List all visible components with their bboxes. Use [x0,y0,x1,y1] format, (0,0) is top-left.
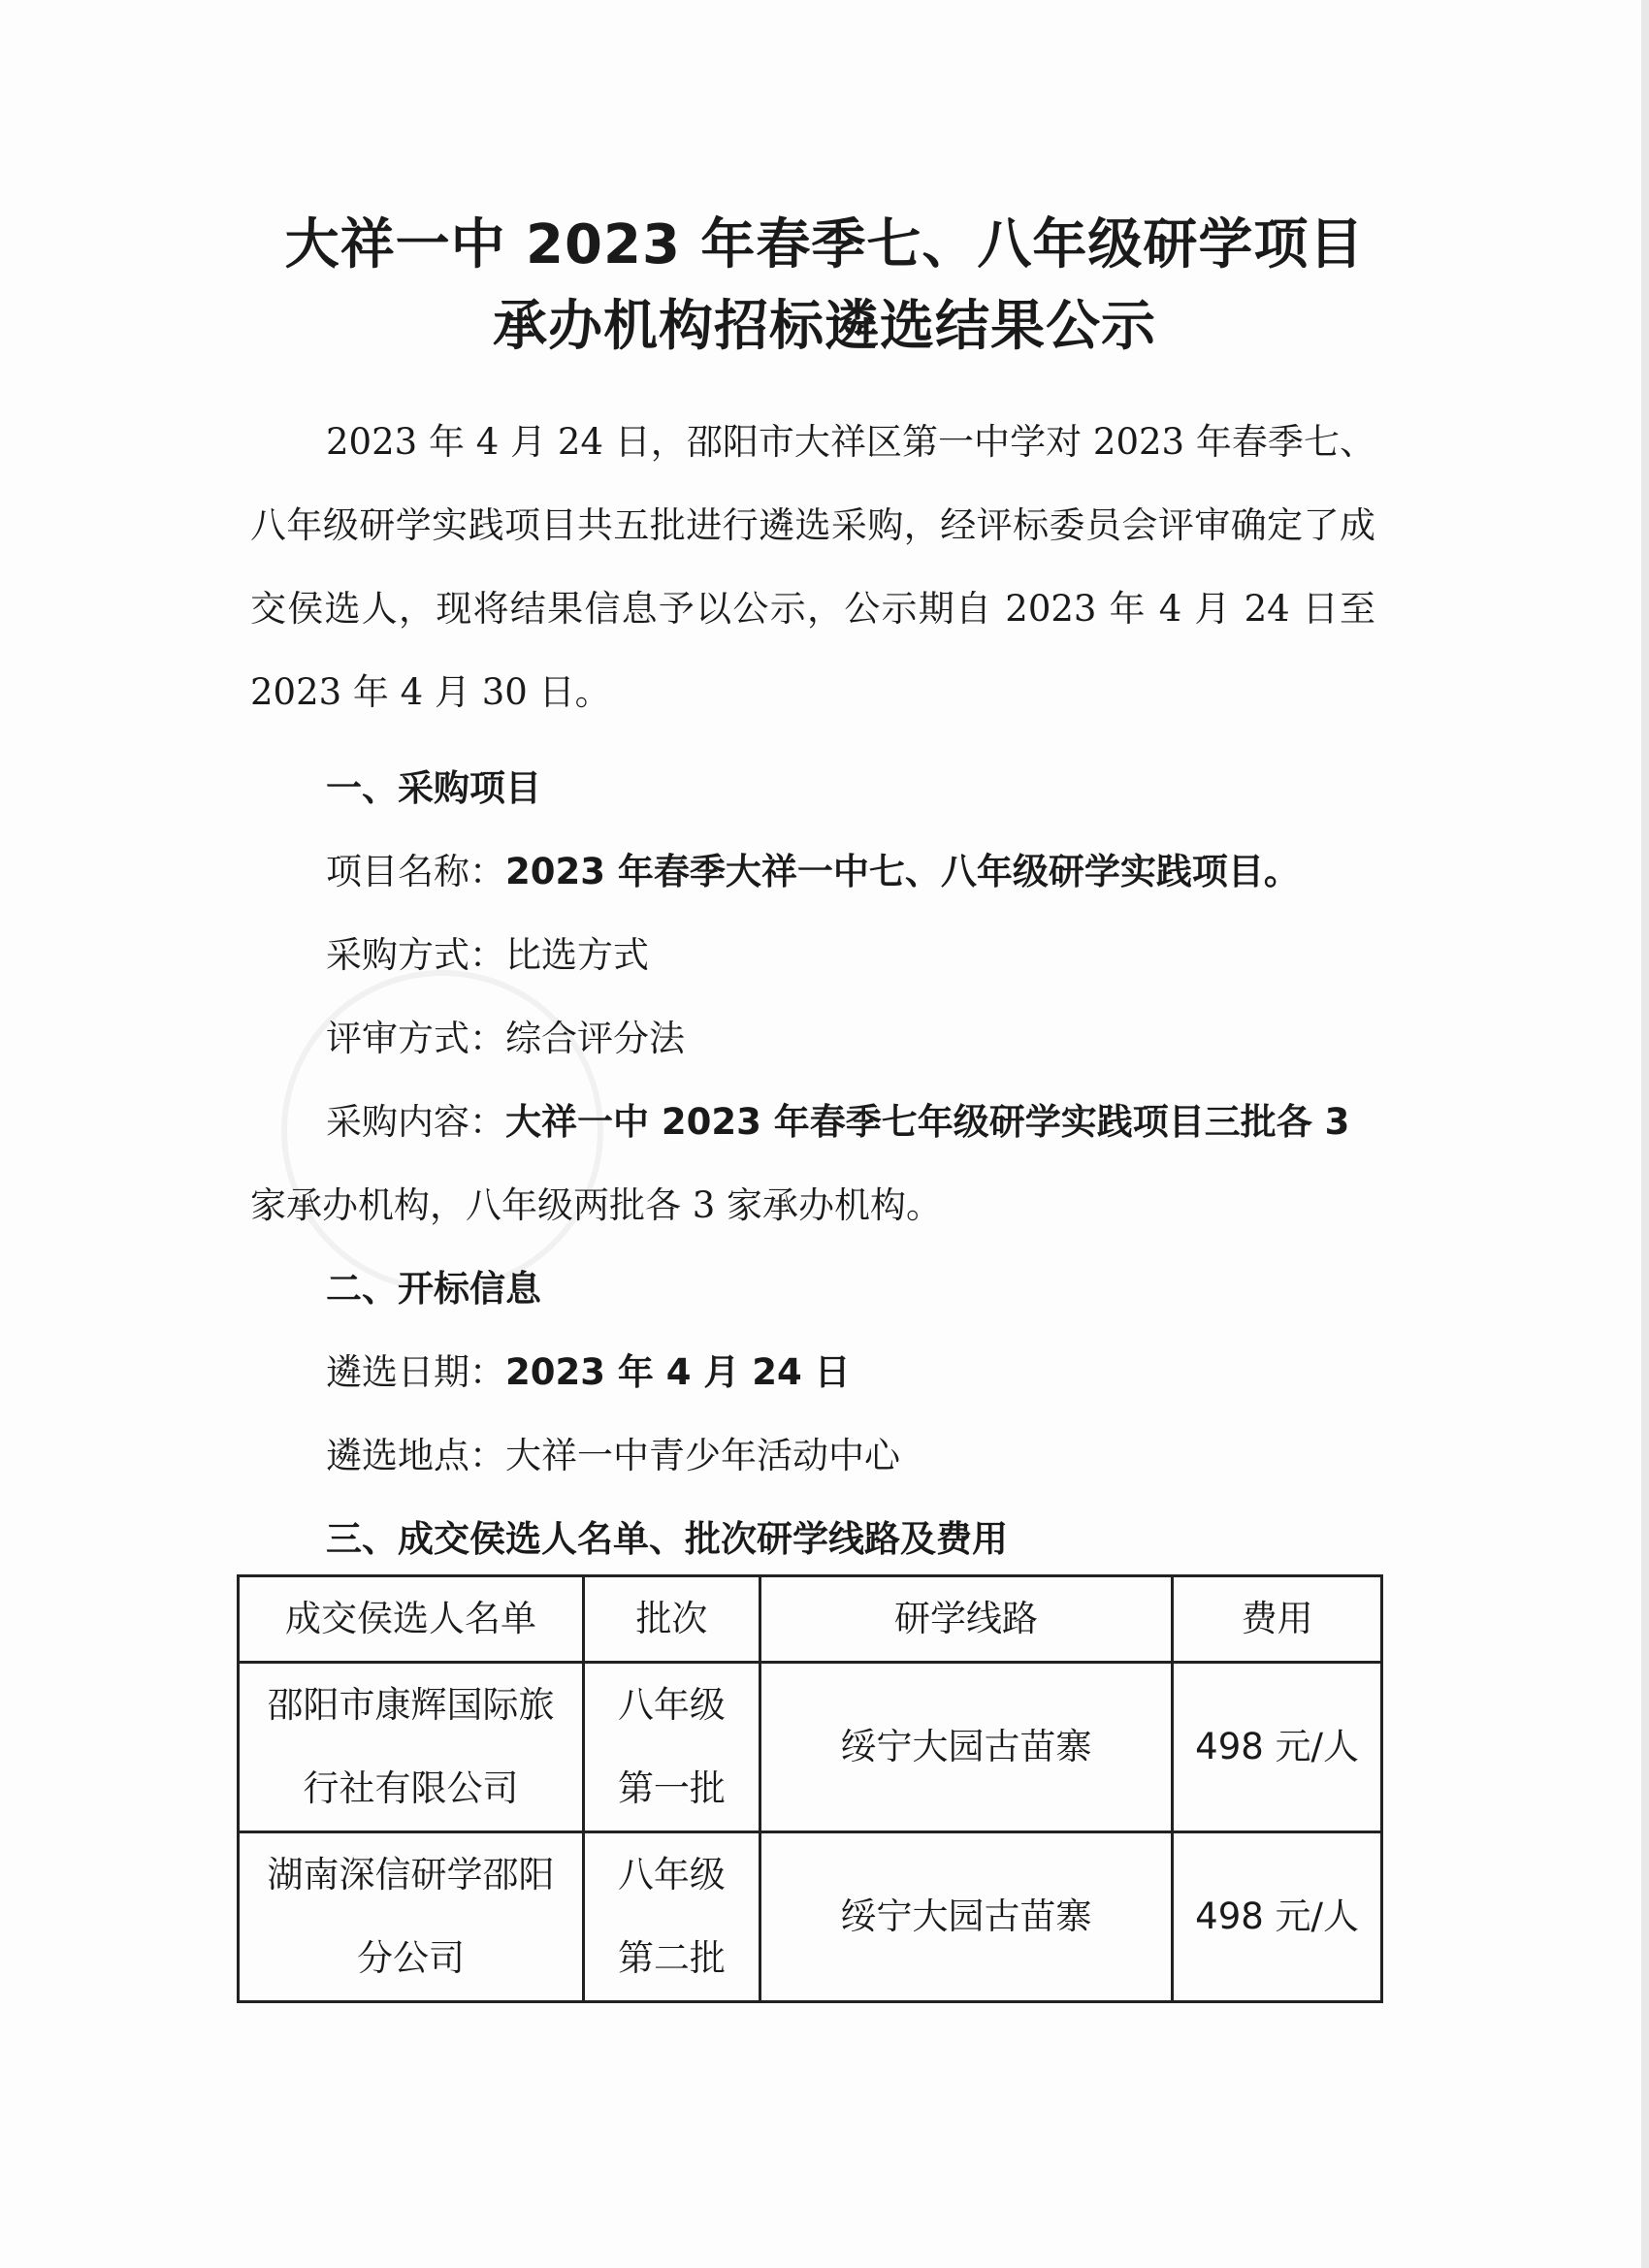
cell-fee: 498 元/人 [1173,1832,1382,2002]
review-method-label: 评审方式： [326,1018,505,1059]
selection-place-label: 遴选地点： [326,1435,505,1476]
header-route: 研学线路 [760,1576,1172,1663]
project-name-line [326,842,1300,894]
procurement-content-label: 采购内容： [326,1101,505,1143]
cell-route: 绥宁大园古苗寨 [760,1663,1172,1832]
batch-grade: 八年级 [617,1684,726,1726]
review-method-value: 综合评分法 [505,1018,685,1059]
batch-number: 第二批 [617,1937,726,1979]
procurement-method-label: 采购方式： [326,934,505,976]
section-3-heading: 三、成交侯选人名单、批次研学线路及费用 [326,1518,1008,1560]
header-candidate: 成交侯选人名单 [239,1576,584,1663]
project-name-label: 项目名称： [326,851,505,892]
candidate-name-line-1: 邵阳市康辉国际旅 [267,1684,555,1726]
project-name-value: 2023 年春季大祥一中七、八年级研学实践项目。 [505,851,1300,892]
candidate-name-line-2: 行社有限公司 [303,1767,519,1809]
candidate-name-line-1: 湖南深信研学邵阳 [267,1854,555,1895]
title-line-2: 承办机构招标遴选结果公示 [493,295,1156,358]
procurement-method-value: 比选方式 [505,934,649,976]
candidate-name-line-2: 分公司 [357,1937,466,1979]
cell-candidate [239,1832,584,2002]
section-1-heading: 一、采购项目 [326,767,541,809]
section-2-heading: 二、开标信息 [326,1268,541,1310]
cell-batch [584,1663,760,1832]
cell-fee: 498 元/人 [1173,1663,1382,1832]
header-fee: 费用 [1173,1576,1382,1663]
results-table [237,1574,1383,2003]
selection-date-value: 2023 年 4 月 24 日 [505,1351,851,1393]
cell-route: 绥宁大园古苗寨 [760,1832,1172,2002]
procurement-method-line [326,925,649,978]
batch-grade: 八年级 [617,1854,726,1895]
intro-paragraph: 2023 年 4 月 24 日，邵阳市大祥区第一中学对 2023 年春季七、八年级研学实践项目共五批进行遴选采购，经评标委员会评审确定了成交侯选人，现将结果信息予以公示，公示期自 2023 年 4 月 24 日至 2023 年 4 月 30 日。 [250,421,1375,713]
table-row [239,1832,1382,2002]
procurement-content-line [326,1092,1349,1145]
review-method-line [326,1009,685,1061]
selection-date-line [326,1343,851,1395]
procurement-content-continuation: 家承办机构，八年级两批各 3 家承办机构。 [250,1184,943,1226]
selection-place-value: 大祥一中青少年活动中心 [505,1435,900,1476]
cell-batch [584,1832,760,2002]
title-line-1: 大祥一中 2023 年春季七、八年级研学项目 [284,213,1365,276]
selection-date-label: 遴选日期： [326,1351,505,1393]
selection-place-line [326,1426,900,1478]
batch-number: 第一批 [617,1767,726,1809]
procurement-content-value: 大祥一中 2023 年春季七年级研学实践项目三批各 3 [505,1101,1350,1143]
header-batch: 批次 [584,1576,760,1663]
table-header-row [239,1576,1382,1663]
table-row [239,1663,1382,1832]
cell-candidate [239,1663,584,1832]
